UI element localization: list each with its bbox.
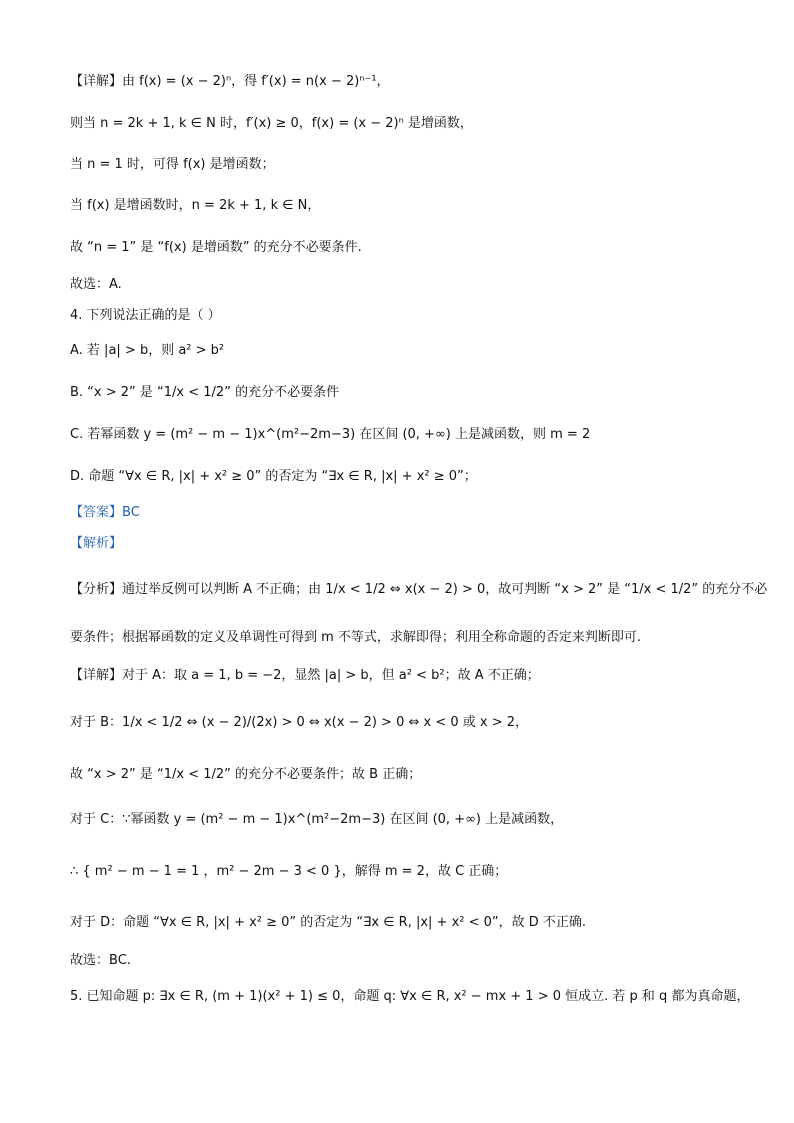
text-line: 对于 C：∵幂函数 y = (m² − m − 1)x^(m²−2m−3) 在区间 (0, +∞) 上是减函数，	[70, 812, 564, 827]
text-line: 【分析】通过举反例可以判断 A 不正确；由 1/x < 1/2 ⇔ x(x − 2) > 0，故可判断 “x > 2” 是 “1/x < 1/2” 的充分不必	[70, 582, 768, 597]
text-line: 当 f(x) 是增函数时，n = 2k + 1, k ∈ N，	[70, 198, 321, 213]
text-line: ∴ { m² − m − 1 = 1 ，m² − 2m − 3 < 0 }，解得 m = 2，故 C 正确；	[70, 864, 508, 879]
text-line: 对于 D：命题 “∀x ∈ R, |x| + x² ≥ 0” 的否定为 “∃x ∈ R, |x| + x² < 0”，故 D 不正确.	[70, 915, 587, 930]
text-line: 对于 B：1/x < 1/2 ⇔ (x − 2)/(2x) > 0 ⇔ x(x − 2) > 0 ⇔ x < 0 或 x > 2，	[70, 715, 529, 730]
option-a: A. 若 |a| > b，则 a² > b²	[70, 343, 225, 358]
answer-heading: 【答案】BC	[70, 505, 140, 520]
text-line: 要条件；根据幂函数的定义及单调性可得到 m 不等式，求解即得；利用全称命题的否定来判断即可.	[70, 630, 642, 645]
text-line: 则当 n = 2k + 1, k ∈ N 时，f′(x) ≥ 0，f(x) = (x − 2)ⁿ 是增函数，	[70, 116, 473, 131]
text-line: 故选：BC.	[70, 953, 131, 968]
analysis-heading: 【解析】	[70, 536, 123, 551]
text-line: 故 “n = 1” 是 “f(x) 是增函数” 的充分不必要条件.	[70, 240, 362, 255]
question-title: 4. 下列说法正确的是（ ）	[70, 308, 221, 323]
option-b: B. “x > 2” 是 “1/x < 1/2” 的充分不必要条件	[70, 385, 340, 400]
option-d: D. 命题 “∀x ∈ R, |x| + x² ≥ 0” 的否定为 “∃x ∈ R, |x| + x² ≥ 0”；	[70, 469, 477, 484]
text-line: 故选：A.	[70, 277, 122, 292]
question-title: 5. 已知命题 p: ∃x ∈ R, (m + 1)(x² + 1) ≤ 0，命题 q: ∀x ∈ R, x² − mx + 1 > 0 恒成立. 若 p 和 q 都为真命题，	[70, 989, 750, 1004]
text-line: 【详解】对于 A：取 a = 1, b = −2，显然 |a| > b，但 a² < b²；故 A 不正确；	[70, 668, 540, 683]
text-line: 当 n = 1 时，可得 f(x) 是增函数；	[70, 157, 275, 172]
text-line: 故 “x > 2” 是 “1/x < 1/2” 的充分不必要条件；故 B 正确；	[70, 767, 422, 782]
text-line: 【详解】由 f(x) = (x − 2)ⁿ，得 f′(x) = n(x − 2)ⁿ⁻¹，	[70, 74, 390, 89]
option-c: C. 若幂函数 y = (m² − m − 1)x^(m²−2m−3) 在区间 (0, +∞) 上是减函数，则 m = 2	[70, 427, 591, 442]
